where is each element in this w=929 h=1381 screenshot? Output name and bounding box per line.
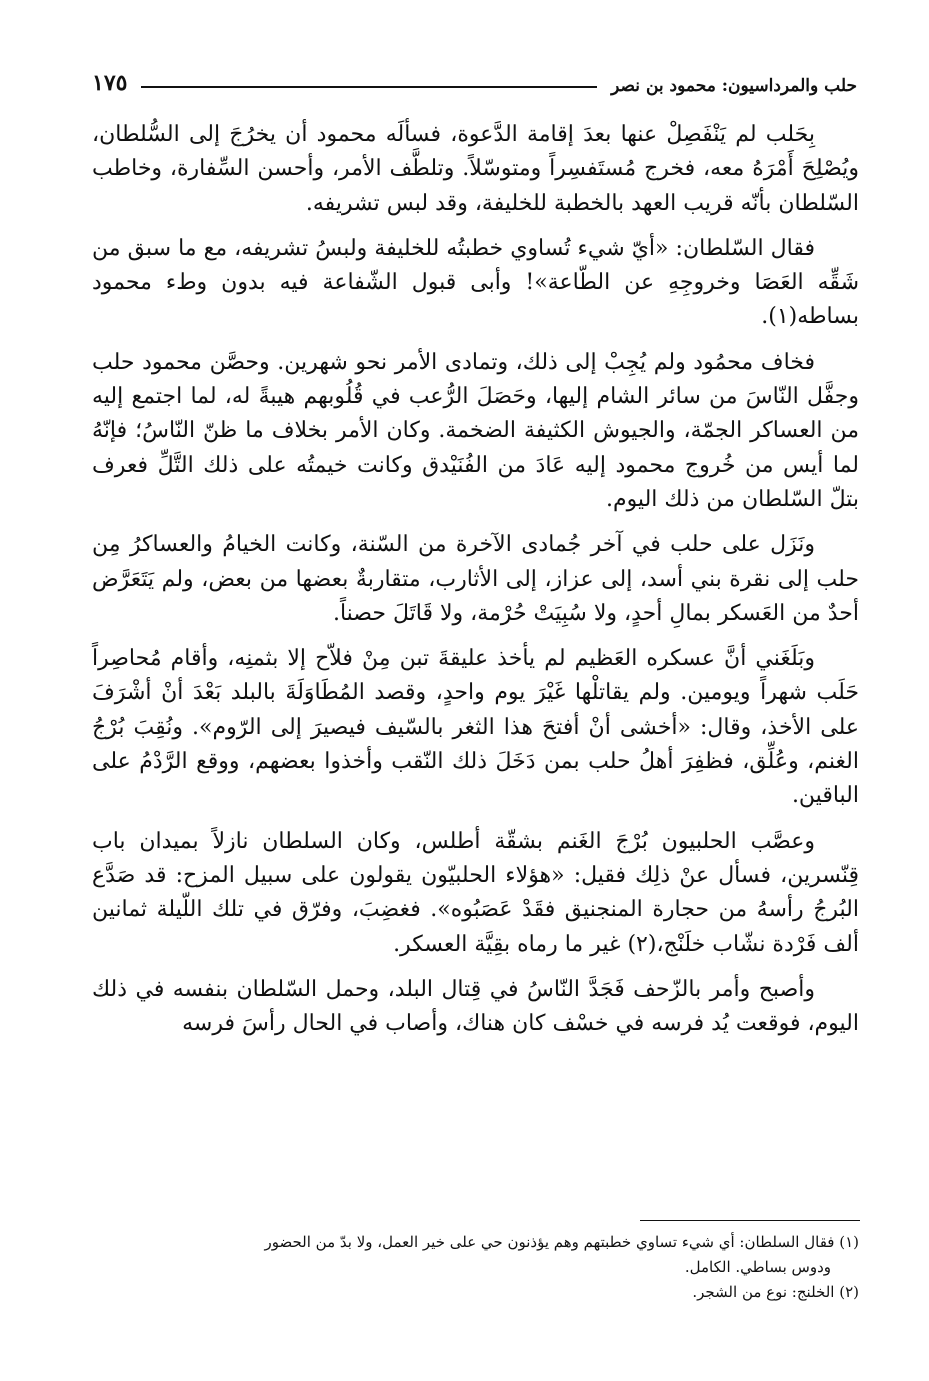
paragraph: وأصبح وأمر بالزّحف فَجَدَّ النّاسُ في قِتال البلد، وحمل السّلطان بنفسه في ذلك اليوم، فوقعت يُد فرسه في خسْف كان هناك، وأصاب في الحال رأسَ فرسه [92,976,859,1037]
page-header [92,60,857,96]
paragraph: وعصَّب الحلبيون بُرْجَ الغَنم بشقّة أطلس، وكان السلطان نازلاً بميدان باب قِنّسرين، فسأل عنْ ذلِك فقيل: «هؤلاء الحلبيّون يقولون على سبيل المزح: قد صَدَّع البُرجُ رأسهُ من حجارة المنجنيق فقَدْ عَصَبُوه». فغضِبَ، وفرّق في تلك اللّيلة ثمانين ألف فَرْدة نشّاب خلَنْج،(٢) غير ما رماه بقِيَّة العسكر. [92,828,859,957]
footnote-separator [640,1220,860,1221]
footnotes [92,1230,859,1305]
main-text [92,118,859,1052]
footnote: (١) فقال السلطان: أي شيء تساوي خطبتهم وهم يؤذنون حي على خير العمل، ولا بدّ من الحضور [264,1233,859,1251]
paragraph: ونَزَل على حلب في آخر جُمادى الآخرة من السّنة، وكانت الخيامُ والعساكرُ مِن حلب إلى نقرة بني أسد، إلى عزاز، إلى الأثارب، متقاربةٌ بعضها من بعض، ولم يَتَعَرَّض أحدٌ من العَسكر بمالِ أحدٍ، ولا سُبِيَتْ حُرْمة، ولا قَاتَلَ حصناً. [92,532,859,626]
paragraph: وبَلَغَني أنَّ عسكره العَظيم لم يأخذ عليقةَ تبن مِنْ فلاّح إلا بثمنِه، وأقام مُحاصِراً حَلَب شهراً ويومين. ولم يقاتلْها غَيْرَ يوم واحدٍ، وقصد المُطَاوَلَةَ بالبلد بَعْدَ أنْ أشْرَفَ على الأخذ، وقال: «أخشى أنْ أفتحَ هذا الثغر بالسّيف فيصيرَ إلى الرّوم». ونُقِبَ بُرْجُ الغنم، وعُلِّق، فظفِرَ أهلُ حلب بمن دَخَلَ ذلك النّقب وأخذوا بعضهم، ووقع الرَّدْمُ على الباقين. [92,646,859,809]
page-number: ١٧٥ [92,70,128,96]
paragraph: فقال السّلطان: «أيّ شيء تُساوي خطبتُه للخليفة ولبسُ تشريفه، مع ما سبق من شَقِّه العَصَا وخروجِهِ عن الطّاعة»! وأبى قبول الشّفاعة فيه بدون وطء محمود بساطه(١). [92,235,859,330]
footnote: (٢) الخلنج: نوع من الشجر. [692,1283,859,1301]
paragraph: بِحَلب لم يَنْفَصِلْ عنها بعدَ إقامة الدَّعوة، فسألَه محمود أن يخرُجَ إلى السُّلطان، ويُصْلِحَ أَمْرَهُ معه، فخرج مُستَفسِراً ومتوسّلاً. وتلطَّف الأمر، وأحسن السِّفارة، وخاطب السّلطان بأنّه قريب العهد بالخطبة للخليفة، وقد لبس تشريفه. [92,122,859,216]
footnote-continuation: ودوس بساطي. الكامل. [684,1258,831,1276]
paragraph: فخاف محمُود ولم يُجِبْ إلى ذلك، وتمادى الأمر نحو شهرين. وحصَّن محمود حلب وجفَّل النّاسَ من سائر الشام إليها، وحَصَلَ الرُّعب في قُلُوبهم هيبةً له، لما اجتمع إليه من العساكر الجمّة، والجيوش الكثيفة الضخمة. وكان الأمر بخلاف ما ظنّ النّاسُ؛ فإنّهُ لما أيس من خُروج محمود إليه عَادَ من الفُنَيْدق وكانت خيمتُه على ذلك التَّلِّ فعرف بتلّ السّلطان من ذلك اليوم. [92,349,859,512]
header-rule [141,86,597,88]
running-title: حلب والمرداسيون: محمود بن نصر [611,76,857,96]
